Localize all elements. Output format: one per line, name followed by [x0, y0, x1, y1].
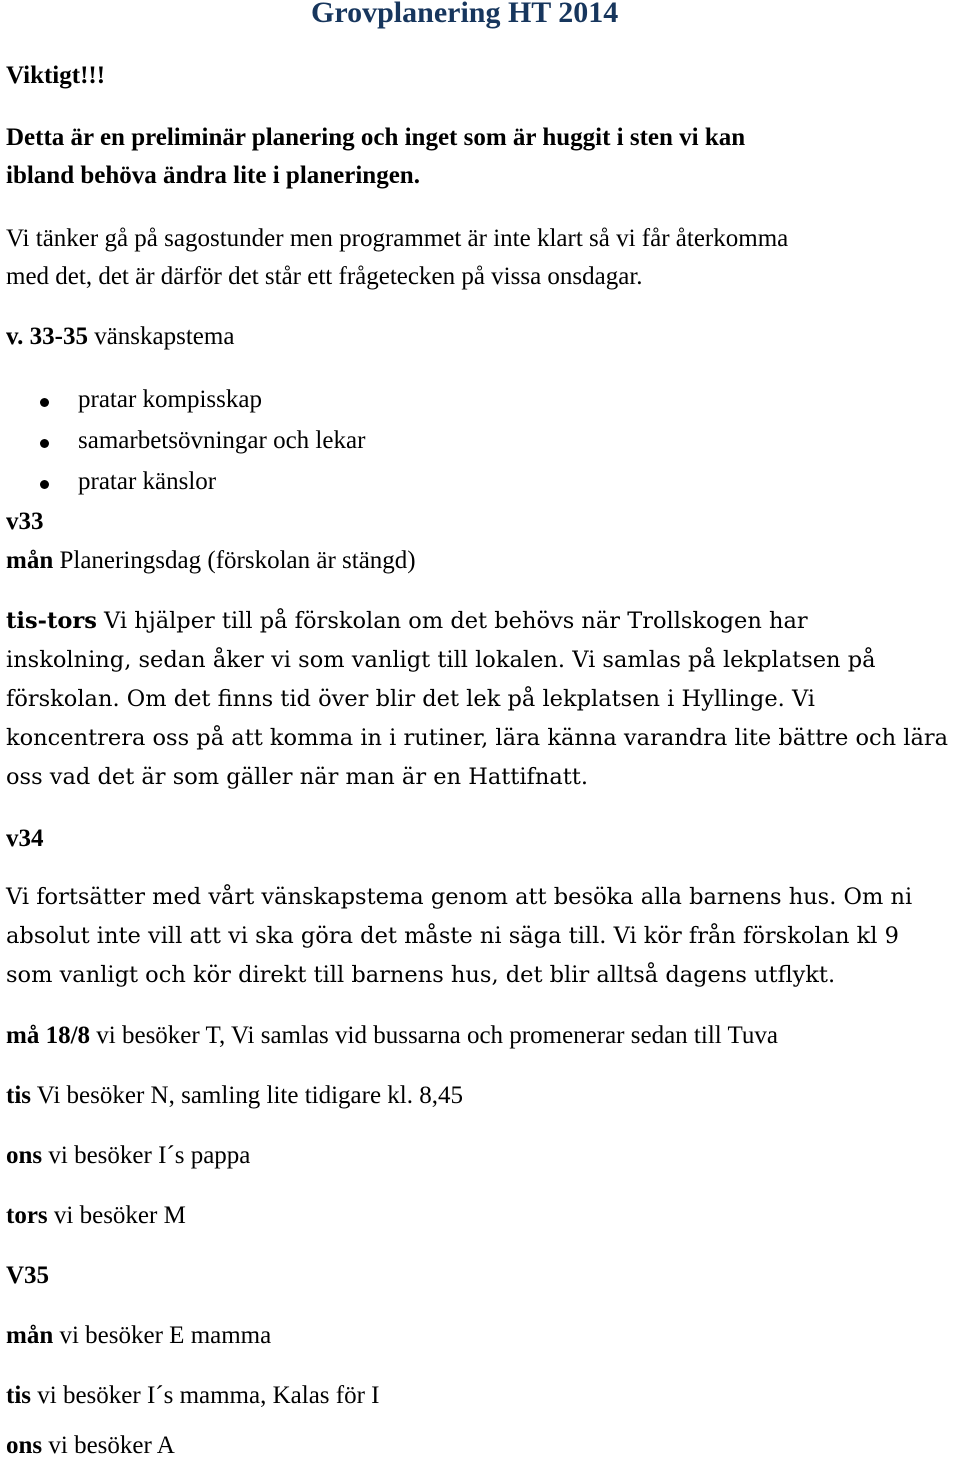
- v33-line-4: koncentrera oss på att komma in i rutiner, lära känna varandra lite bättre och lära: [6, 725, 949, 751]
- v34-day-row: [6, 1202, 186, 1230]
- disclaimer-line-2: ibland behöva ändra lite i planeringen.: [6, 162, 420, 189]
- day-label: må 18/8: [6, 1022, 91, 1049]
- v33-line-1: [6, 608, 808, 634]
- v34-line-2: absolut inte vill att vi ska göra det måste ni säga till. Vi kör från förskolan kl 9: [6, 923, 899, 949]
- v33-line-2: inskolning, sedan åker vi som vanligt till lokalen. Vi samlas på lekplatsen på: [6, 647, 876, 673]
- day-text: vi besöker E mamma: [53, 1322, 272, 1349]
- bullet-icon: [40, 480, 49, 489]
- day-label: tis: [6, 1382, 31, 1409]
- day-label: mån: [6, 1322, 54, 1349]
- v34-day-row: [6, 1022, 778, 1050]
- day-label: tors: [6, 1202, 48, 1229]
- v35-heading: V35: [6, 1262, 50, 1289]
- day-label: tis: [6, 1082, 31, 1109]
- day-text: vi besöker I´s mamma, Kalas för I: [31, 1382, 380, 1409]
- v35-day-row: [6, 1382, 380, 1410]
- bullet-text: samarbetsövningar och lekar: [78, 427, 366, 454]
- page-title: Grovplanering HT 2014: [311, 0, 619, 29]
- day-label: tis-tors: [6, 608, 97, 634]
- v33-monday: [6, 547, 416, 575]
- v34-day-row: [6, 1082, 463, 1110]
- v34-heading: v34: [6, 825, 44, 852]
- v33-line-3: förskolan. Om det finns tid över blir det lek på lekplatsen i Hyllinge. Vi: [6, 686, 815, 712]
- bullet-icon: [40, 398, 49, 407]
- important-label: Viktigt!!!: [6, 62, 106, 89]
- intro-line-2: med det, det är därför det står ett frågetecken på vissa onsdagar.: [6, 263, 643, 290]
- paragraph-text: Vi hjälper till på förskolan om det behövs när Trollskogen har: [96, 608, 808, 634]
- theme-heading: [6, 323, 234, 351]
- day-label: ons: [6, 1142, 43, 1169]
- theme-weeks: v. 33-35: [6, 323, 88, 350]
- v35-day-row: [6, 1432, 175, 1460]
- day-text: Planeringsdag (förskolan är stängd): [53, 547, 416, 574]
- v34-line-3: som vanligt och kör direkt till barnens hus, det blir alltså dagens utflykt.: [6, 962, 836, 988]
- v33-line-5: oss vad det är som gäller när man är en Hattifnatt.: [6, 764, 588, 790]
- bullet-text: pratar kompisskap: [78, 386, 262, 413]
- day-label: ons: [6, 1432, 43, 1459]
- v34-day-row: [6, 1142, 250, 1170]
- theme-name: vänskapstema: [87, 323, 235, 350]
- disclaimer-line-1: Detta är en preliminär planering och inget som är huggit i sten vi kan: [6, 124, 746, 151]
- day-text: vi besöker M: [47, 1202, 186, 1229]
- bullet-text: pratar känslor: [78, 468, 217, 495]
- v33-heading: v33: [6, 508, 44, 535]
- day-text: vi besöker T, Vi samlas vid bussarna och promenerar sedan till Tuva: [90, 1022, 778, 1049]
- day-text: Vi besöker N, samling lite tidigare kl. 8,45: [31, 1082, 463, 1109]
- intro-line-1: Vi tänker gå på sagostunder men programmet är inte klart så vi får återkomma: [6, 225, 789, 252]
- v34-line-1: Vi fortsätter med vårt vänskapstema genom att besöka alla barnens hus. Om ni: [6, 884, 913, 910]
- day-label: mån: [6, 547, 54, 574]
- day-text: vi besöker I´s pappa: [42, 1142, 251, 1169]
- v35-day-row: [6, 1322, 271, 1350]
- day-text: vi besöker A: [42, 1432, 175, 1459]
- bullet-icon: [40, 439, 49, 448]
